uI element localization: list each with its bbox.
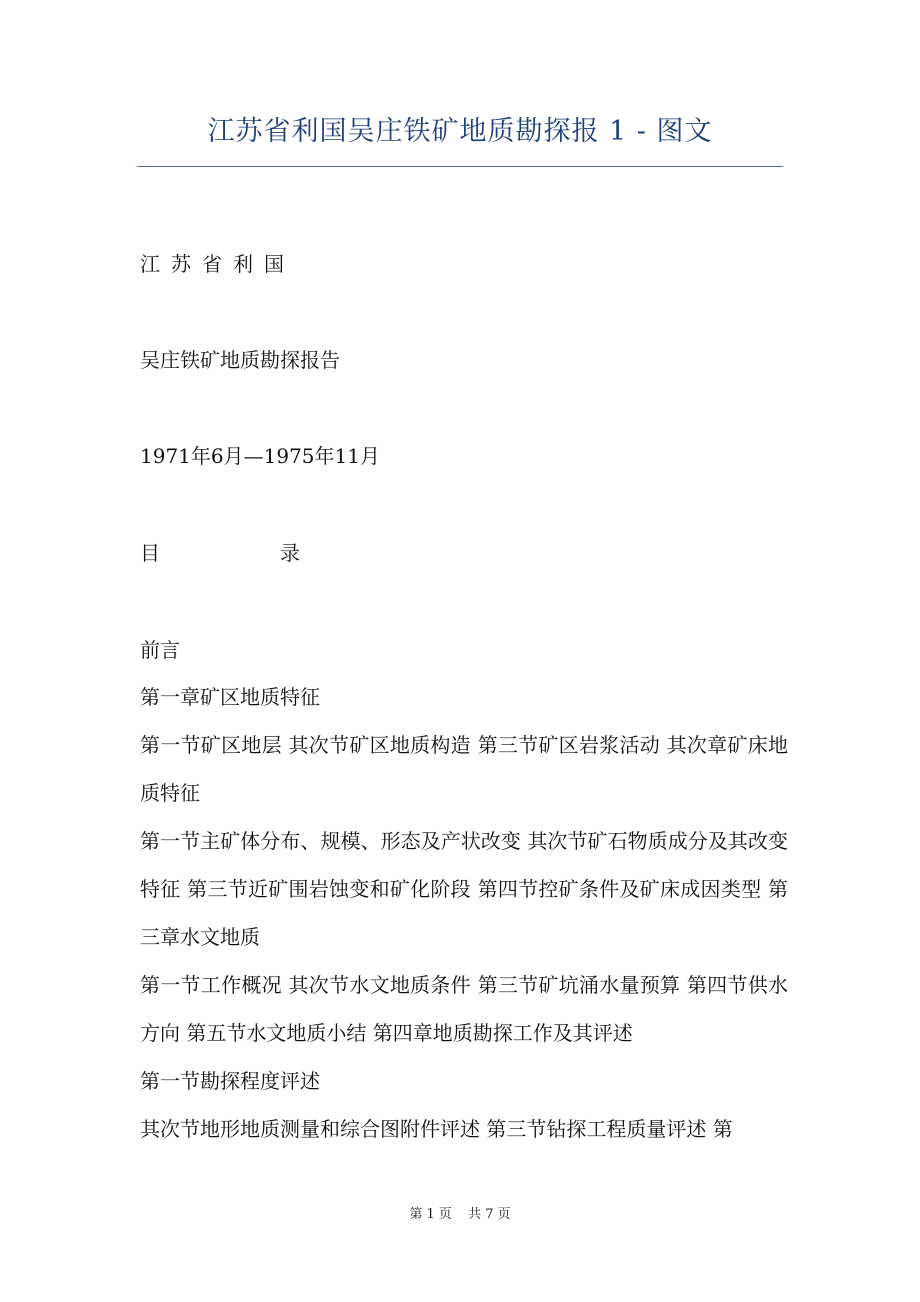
cover-province: 江苏省利国	[140, 252, 295, 276]
page-number-current: 第 1 页	[409, 1207, 452, 1222]
toc-heading-right: 录	[280, 541, 300, 565]
page-footer	[0, 1206, 920, 1224]
toc-paragraph-5: 其次节地形地质测量和综合图附件评述 第三节钻探工程质量评述 第	[140, 1117, 733, 1141]
toc-preface: 前言	[140, 638, 180, 662]
toc-paragraph-2: 第一节主矿体分布、规模、形态及产状改变 其次节矿石物质成分及其改变特征 第三节近矿围岩蚀变和矿化阶段 第四节控矿条件及矿床成因类型 第三章水文地质	[140, 829, 788, 949]
cover-report-title: 吴庄铁矿地质勘探报告	[140, 348, 340, 372]
document-title: 江苏省利国吴庄铁矿地质勘探报 1 - 图文	[207, 116, 713, 147]
toc-paragraph-3: 第一节工作概况 其次节水文地质条件 第三节矿坑涌水量预算 第四节供水方向 第五节水文地质小结 第四章地质勘探工作及其评述	[140, 973, 788, 1045]
toc-heading-left: 目	[140, 541, 160, 565]
toc-chapter-1: 第一章矿区地质特征	[140, 685, 320, 709]
toc-paragraph-1: 第一节矿区地层 其次节矿区地质构造 第三节矿区岩浆活动 其次章矿床地质特征	[140, 733, 788, 805]
document-header	[137, 112, 783, 167]
toc-paragraph-4: 第一节勘探程度评述	[140, 1069, 320, 1093]
cover-date-range: 1971年6月—1975年11月	[140, 444, 380, 468]
page-number-total: 共 7 页	[468, 1207, 511, 1222]
